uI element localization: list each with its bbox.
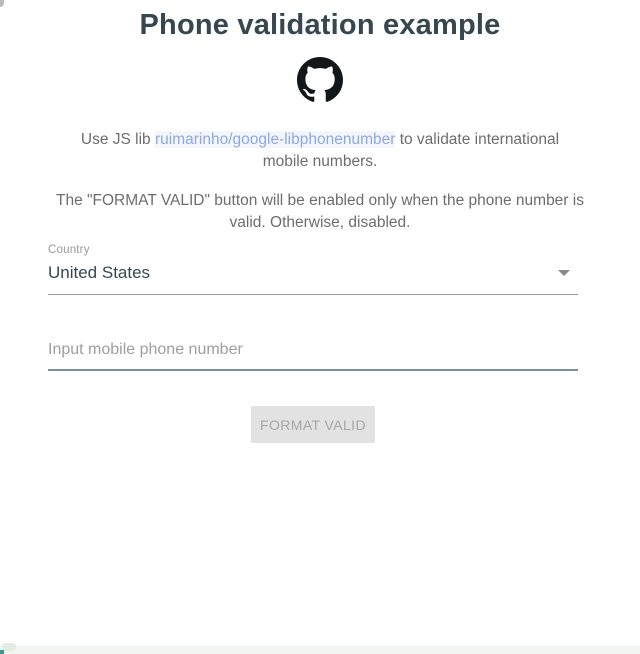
phone-validation-form — [48, 244, 578, 443]
bottom-teal-dot — [0, 650, 4, 654]
country-field — [48, 244, 578, 295]
button-row — [48, 406, 578, 443]
description-text: The "FORMAT VALID" button will be enabled only when the phone number is valid. Otherwise, disabled. — [56, 192, 584, 231]
phone-number-input[interactable] — [48, 337, 578, 371]
country-select[interactable] — [48, 256, 578, 295]
phone-field — [48, 337, 578, 371]
intro-text — [80, 129, 560, 173]
page-title: Phone validation example — [139, 9, 501, 41]
chevron-down-icon — [558, 270, 570, 276]
bottom-strip — [0, 646, 640, 654]
intro-prefix: Use JS lib — [80, 131, 155, 148]
country-label: Country — [48, 244, 90, 256]
github-logo-icon — [297, 57, 343, 108]
country-selected-value: United States — [48, 263, 151, 282]
bottom-chip — [2, 643, 16, 651]
format-valid-button[interactable]: FORMAT VALID — [251, 406, 375, 443]
library-link[interactable]: ruimarinho/google-libphonenumber — [154, 131, 396, 148]
logo-row — [0, 57, 640, 108]
intro-suffix: to validate international mobile numbers. — [262, 131, 560, 170]
